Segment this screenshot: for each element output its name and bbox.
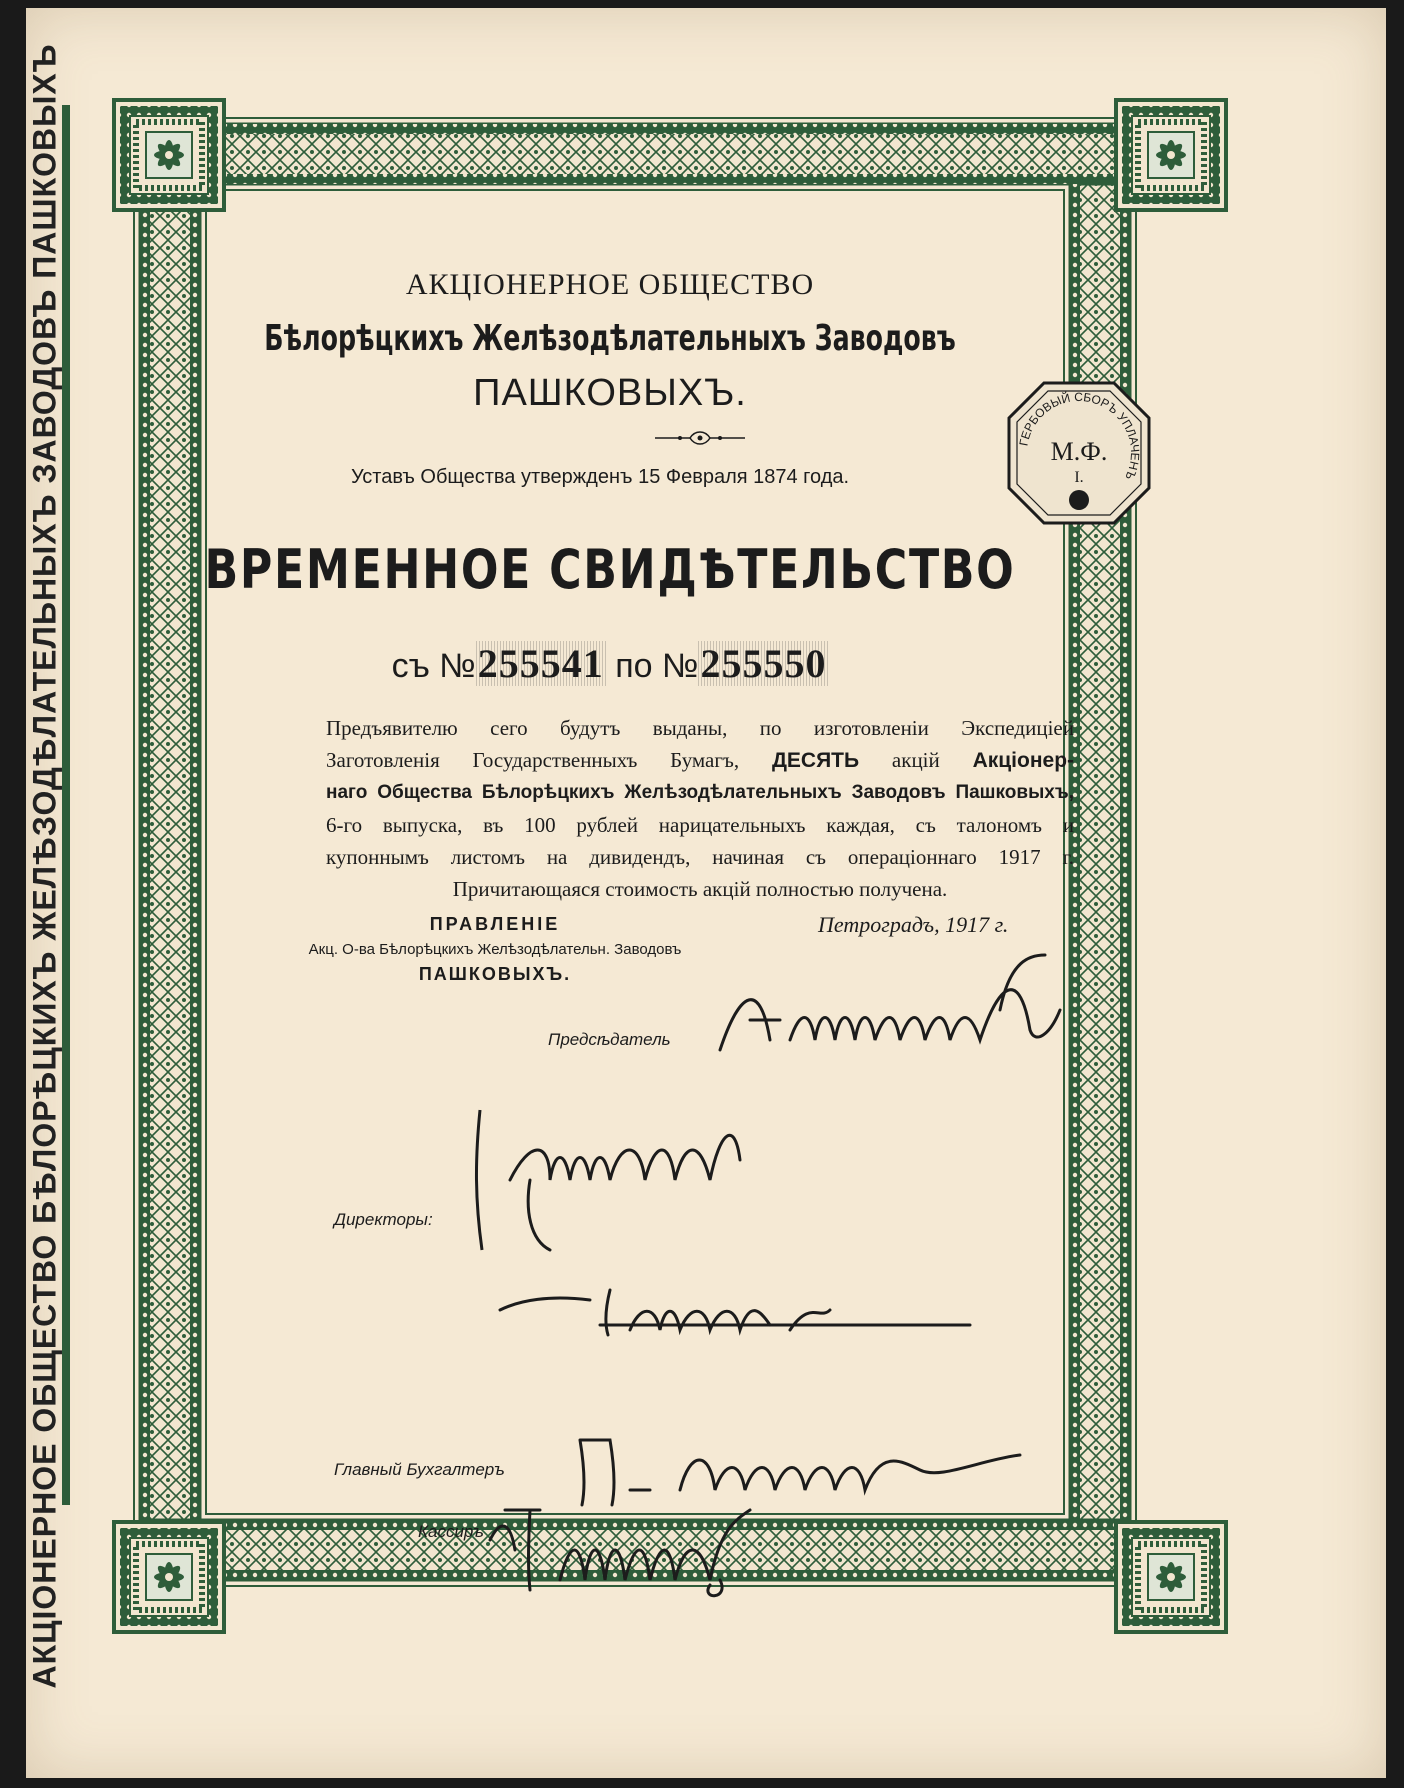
body-line-4: 6-го выпуска, въ 100 рублей нарицательныхъ каждая, съ талономъ и (326, 813, 1074, 837)
body-line-2 (326, 744, 1074, 777)
stub-text: АКЦІОНЕРНОЕ ОБЩЕСТВО БѢЛОРѢЦКИХЪ ЖЕЛѢЗОДѢЛАТЕЛЬНЫХЪ ЗАВОДОВЪ ПАШКОВЫХЪ (26, 43, 63, 1689)
revenue-stamp (1004, 378, 1154, 528)
stamp-sub: I. (1074, 469, 1084, 486)
to-number: 255550 (700, 641, 827, 686)
stamp-mark: М.Ф. (1050, 437, 1108, 466)
number-range (140, 640, 1080, 687)
shares-count: ДЕСЯТЬ (771, 749, 860, 772)
place-date: Петроградъ, 1917 г. (818, 912, 1009, 937)
certificate-text (326, 712, 1074, 905)
cashier-signature (470, 1490, 830, 1600)
director-signature-2 (490, 1270, 1010, 1350)
company-line-3: ПАШКОВЫХЪ. (473, 372, 747, 414)
accountant-label: Главный Бухгалтеръ (334, 1460, 505, 1479)
board-title: ПРАВЛЕНІЕ (429, 914, 561, 934)
body-line-6: Причитающаяся стоимость акцій полностью получена. (452, 877, 948, 901)
body-line-5: купоннымъ листомъ на дивидендъ, начиная съ операціоннаго 1917 г. (326, 845, 1074, 869)
company-line-2: Бѣлорѣцкихъ Желѣзодѣлательныхъ Заводовъ (264, 318, 956, 359)
cashier-label: Кассиръ (418, 1522, 484, 1541)
body-line-3: наго Общества Бѣлорѣцкихъ Желѣзодѣлательныхъ Заводовъ Пашковыхъ, (326, 782, 1074, 803)
certificate-title: ВРЕМЕННОЕ СВИДѢТЕЛЬСТВО (204, 538, 1016, 601)
from-number: 255541 (477, 641, 604, 686)
director-signature-1 (470, 1100, 830, 1260)
body-line-2a: Заготовленія Государственныхъ Бумагъ, (326, 748, 740, 772)
directors-label: Директоры: (334, 1210, 433, 1229)
body-line-2d: Акціонер- (972, 749, 1075, 772)
charter-line: Уставъ Общества утвержденъ 15 Февраля 1874 года. (350, 466, 850, 488)
ornament-divider (650, 428, 750, 448)
body-line-1: Предъявителю сего будутъ выданы, по изготовленіи Экспедиціей (326, 716, 1074, 740)
company-line-1: АКЦІОНЕРНОЕ ОБЩЕСТВО (405, 268, 815, 301)
to-label: по № (615, 647, 699, 685)
from-label: съ № (391, 647, 476, 685)
stamp-ring-text: ГЕРБОВЫЙ СБОРЪ УПЛАЧЕНЪ (1016, 389, 1143, 483)
stub-divider (62, 105, 70, 1505)
chairman-label: Предсѣдатель (548, 1030, 671, 1049)
body-line-2c: акцій (891, 748, 940, 772)
chairman-signature (700, 950, 1100, 1080)
board-block (280, 914, 710, 985)
board-name: ПАШКОВЫХЪ. (418, 964, 572, 984)
board-company: Акц. О-ва Бѣлорѣцкихъ Желѣзодѣлательн. Заводовъ (308, 941, 682, 958)
